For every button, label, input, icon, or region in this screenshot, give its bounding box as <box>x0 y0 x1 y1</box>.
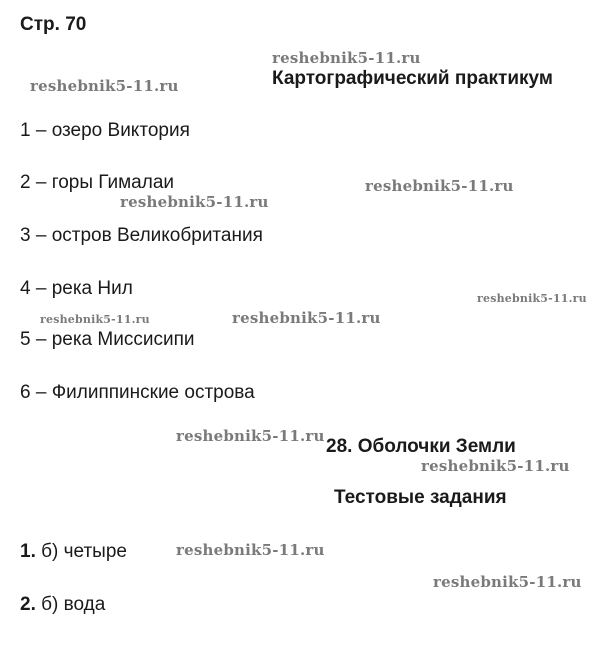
watermark: reshebnik5-11.ru <box>433 573 582 591</box>
watermark: reshebnik5-11.ru <box>30 77 179 95</box>
watermark: reshebnik5-11.ru <box>40 313 150 326</box>
watermark: reshebnik5-11.ru <box>365 177 514 195</box>
list-item: 1 – озеро Виктория <box>20 120 190 141</box>
section-heading-practicum: Картографический практикум <box>272 68 553 89</box>
answer-number: 2. <box>20 594 36 615</box>
answer-text: б) вода <box>35 594 106 615</box>
section-subheading-tests: Тестовые задания <box>334 487 507 508</box>
list-item: 5 – река Миссисипи <box>20 329 195 350</box>
page-label: Стр. 70 <box>20 14 87 35</box>
watermark: reshebnik5-11.ru <box>272 49 421 67</box>
watermark: reshebnik5-11.ru <box>421 457 570 475</box>
answer-number: 1. <box>20 541 36 562</box>
answer-item <box>20 594 105 616</box>
answer-text: б) четыре <box>35 541 127 562</box>
watermark: reshebnik5-11.ru <box>120 193 269 211</box>
list-item: 3 – остров Великобритания <box>20 225 263 246</box>
section-heading-shells: 28. Оболочки Земли <box>326 436 516 457</box>
list-item: 6 – Филиппинские острова <box>20 382 255 403</box>
list-item: 2 – горы Гималаи <box>20 172 175 193</box>
watermark: reshebnik5-11.ru <box>176 427 325 445</box>
watermark: reshebnik5-11.ru <box>477 292 587 305</box>
watermark: reshebnik5-11.ru <box>176 541 325 559</box>
answer-item <box>20 541 127 563</box>
watermark: reshebnik5-11.ru <box>232 309 381 327</box>
list-item: 4 – река Нил <box>20 278 133 299</box>
